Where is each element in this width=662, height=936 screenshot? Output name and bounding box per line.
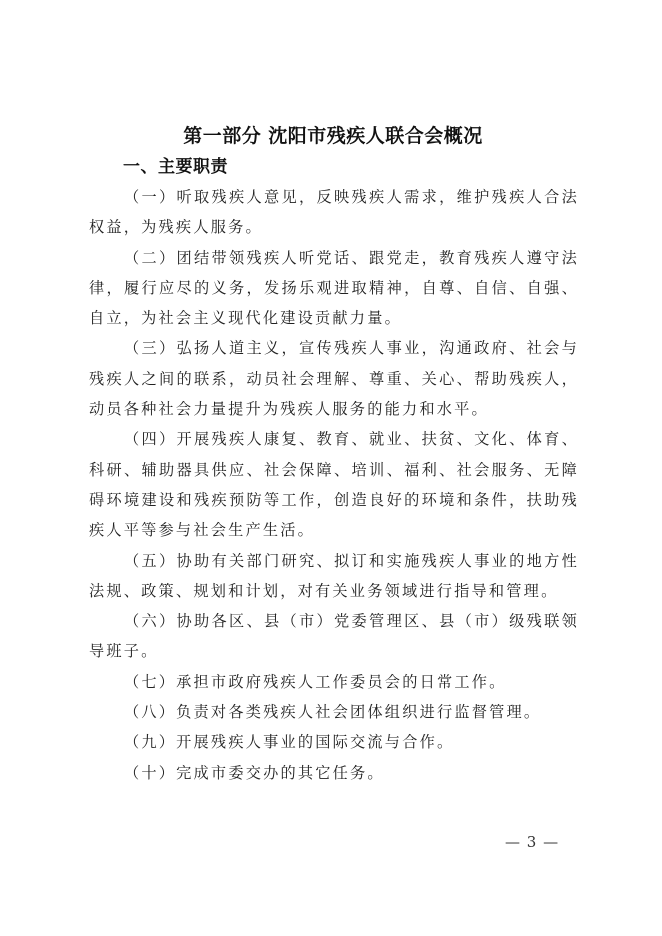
paragraph-duty-5: （五）协助有关部门研究、拟订和实施残疾人事业的地方性法规、政策、规划和计划，对有关业务领域进行指导和管理。 [89,551,579,600]
paragraph-duty-2: （二）团结带领残疾人听党话、跟党走，教育残疾人遵守法律，履行应尽的义务，发扬乐观进取精神，自尊、自信、自强、自立，为社会主义现代化建设贡献力量。 [89,248,579,328]
paragraph-duty-9: （九）开展残疾人事业的国际交流与合作。 [124,733,455,752]
paragraph-duty-8: （八）负责对各类残疾人社会团体组织进行监督管理。 [124,703,542,722]
paragraph-duty-7: （七）承担市政府残疾人工作委员会的日常工作。 [124,672,507,691]
paragraph-duty-3: （三）弘扬人道主义，宣传残疾人事业，沟通政府、社会与残疾人之间的联系，动员社会理解、尊重、关心、帮助残疾人，动员各种社会力量提升为残疾人服务的能力和水平。 [89,339,579,419]
page-number: — 3 — [505,833,560,851]
section-heading: 一、主要职责 [123,157,228,177]
document-body [89,182,579,788]
paragraph-duty-1: （一）听取残疾人意见，反映残疾人需求，维护残疾人合法权益，为残疾人服务。 [89,188,579,237]
paragraph-duty-6: （六）协助各区、县（市）党委管理区、县（市）级残联领导班子。 [89,612,579,661]
paragraph-duty-10: （十）完成市委交办的其它任务。 [124,763,385,782]
document-title: 第一部分 沈阳市残疾人联合会概况 [183,125,483,147]
paragraph-duty-4: （四）开展残疾人康复、教育、就业、扶贫、文化、体育、科研、辅助器具供应、社会保障、培训、福利、社会服务、无障碍环境建设和残疾预防等工作，创造良好的环境和条件，扶助残疾人平等参与社会生产生活。 [89,430,579,540]
